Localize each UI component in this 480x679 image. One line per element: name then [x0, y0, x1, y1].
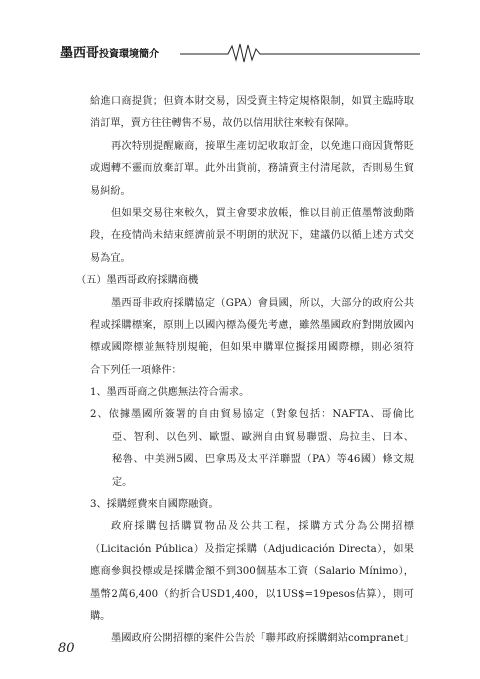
paragraph-line: 墨國政府公開招標的案件公告於「聯邦政府採購網站compranet」: [111, 633, 414, 645]
paragraph-line: 政府採購包括購買物品及公共工程，採購方式分為公開招標: [111, 521, 414, 533]
paragraph-line: 消訂單，賣方往往轉售不易，故仍以信用狀往來較有保障。: [90, 118, 355, 130]
paragraph-line: （Licitación Pública）及指定採購（Adjudicación Directa），如果: [90, 543, 414, 555]
header-title-sub: 投資環境簡介: [99, 49, 160, 60]
paragraph-line: 給進口商提貨；但資本財交易，因受賣主特定規格限制，如買主臨時取: [90, 96, 414, 107]
running-header: [60, 40, 420, 64]
paragraph-line: 標或國際標並無特別規範，但如果申購單位擬採用國際標，則必須符: [90, 342, 414, 354]
paragraph-line: 墨幣2萬6,400（約折合USD1,400，以1US$=19pesos估算），則可: [90, 588, 414, 600]
paragraph-line: 但如果交易往來較久，買主會要求放帳，惟以目前正值墨幣波動階: [111, 207, 414, 219]
section-title: （五）墨西哥政府採購商機: [76, 275, 199, 287]
paragraph-line: 再次特別提醒廠商，接單生產切記收取訂金，以免進口商因貨幣貶: [111, 140, 414, 152]
paragraph-line: 應商參與投標或是採購金額不到300個基本工資（Salario Mínimo），: [90, 566, 414, 578]
list-item: 2、依據墨國所簽署的自由貿易協定（對象包括：NAFTA、哥倫比: [90, 409, 414, 421]
header-title-main: 墨西哥: [60, 46, 100, 61]
paragraph-line: 或週轉不靈而放棄訂單。此外出貨前，務請賣主付清尾款，否則易生貿: [90, 163, 414, 175]
paragraph-line: 程或採購標案，原則上以國內標為優先考慮，雖然墨國政府對開放國內: [90, 319, 414, 331]
list-item: 3、採購經費來自國際融資。: [90, 499, 219, 511]
list-item-continuation: 定。: [112, 476, 133, 488]
list-item-continuation: 秘魯、中美洲5國、巴拿馬及太平洋聯盟（PA）等46國）條文規: [112, 454, 414, 466]
paragraph-line: 易糾紛。: [90, 185, 131, 197]
list-item: 1、墨西哥商之供應無法符合需求。: [90, 387, 250, 399]
paragraph-line: 合下列任一項條件：: [90, 364, 182, 376]
header-title: [60, 42, 159, 61]
list-item-continuation: 亞、智利、以色列、歐盟、歐洲自由貿易聯盟、烏拉圭、日本、: [112, 431, 414, 443]
paragraph-line: 墨西哥非政府採購協定（GPA）會員國，所以，大部分的政府公共: [111, 297, 414, 309]
paragraph-line: 易為宜。: [90, 252, 131, 264]
page-number: 80: [58, 641, 75, 656]
body-text: [76, 91, 414, 651]
paragraph-line: 購。: [90, 610, 111, 622]
paragraph-line: 段，在疫情尚未結束經濟前景不明朗的狀況下，建議仍以循上述方式交: [90, 230, 414, 242]
